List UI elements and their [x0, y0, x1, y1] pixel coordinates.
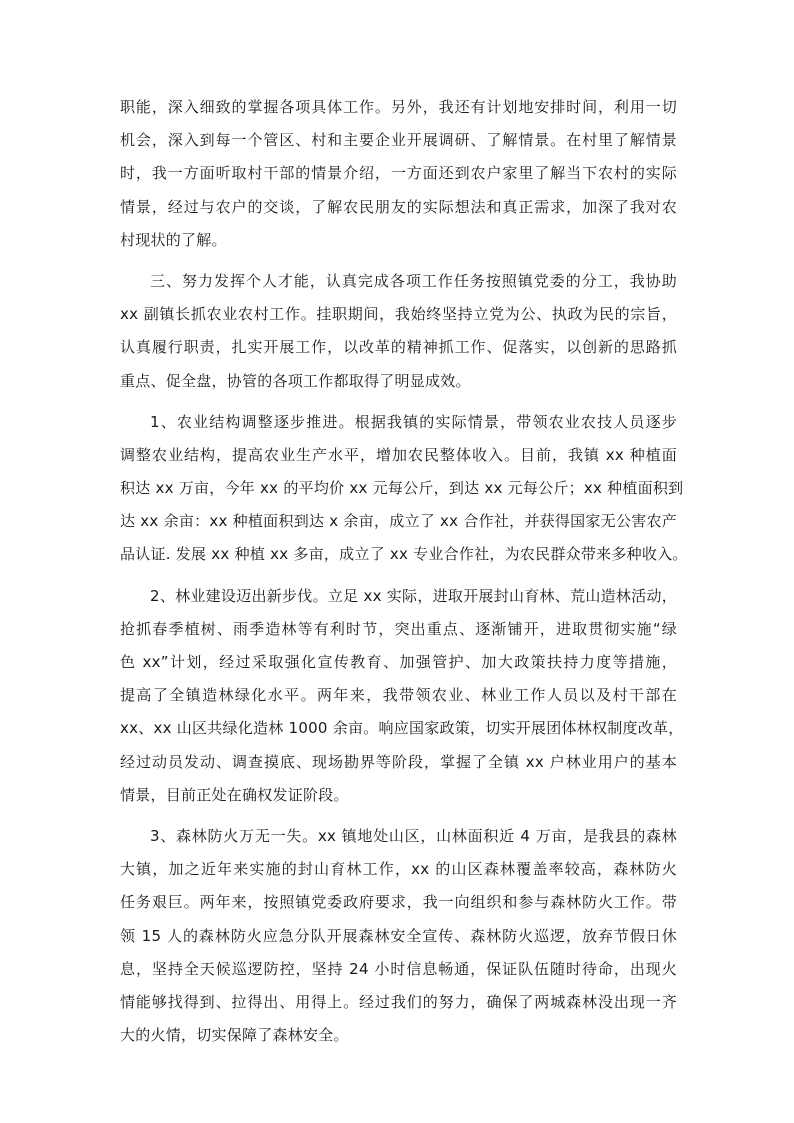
text-line: 情景，目前正处在确权发证阶段。 [120, 785, 349, 804]
text-line: 领 15 人的森林防火应急分队开展森林安全宣传、森林防火巡逻，放弃节假日休 [120, 926, 677, 945]
paragraph-spacer [120, 812, 677, 820]
text-line: 息，坚持全天候巡逻防控，坚持 24 小时信息畅通，保证队伍随时待命，出现火 [120, 959, 677, 978]
paragraph-2 [120, 265, 677, 398]
text-line: 大镇，加之近年来实施的封山育林工作，xx 的山区森林覆盖率较高，森林防火 [120, 860, 677, 879]
text-line: 2、林业建设迈出新步伐。立足 xx 实际，进取开展封山育林、荒山造林活动， [150, 586, 677, 605]
text-line: 情景，经过与农户的交谈，了解农民朋友的实际想法和真正需求，加深了我对农 [120, 197, 677, 216]
text-line: 时，我一方面听取村干部的情景介绍，一方面还到农户家里了解当下农村的实际 [120, 164, 677, 183]
text-line: 提高了全镇造林绿化水平。两年来，我带领农业、林业工作人员以及村干部在 [120, 686, 677, 705]
text-line: 调整农业结构，提高农业生产水平，增加农民整体收入。目前，我镇 xx 种植面 [120, 445, 677, 464]
paragraph-3 [120, 406, 688, 572]
text-line: 品认证. 发展 xx 种植 xx 多亩，成立了 xx 专业合作社，为农民群众带来多种收入。 [120, 545, 688, 564]
text-line: 情能够找得到、拉得出、用得上。经过我们的努力，确保了两城森林没出现一齐 [120, 992, 677, 1011]
text-line: 三、努力发挥个人才能，认真完成各项工作任务按照镇党委的分工，我协助 [150, 271, 677, 290]
text-line: 经过动员发动、调查摸底、现场勘界等阶段，掌握了全镇 xx 户林业用户的基本 [120, 752, 677, 771]
paragraph-4 [120, 580, 684, 812]
text-line: xx、xx 山区共绿化造林 1000 余亩。响应国家政策，切实开展团体林权制度改革， [120, 719, 684, 738]
text-line: 色 xx”计划，经过采取强化宣传教育、加强管护、加大政策扶持力度等措施， [120, 653, 677, 671]
paragraph-5 [120, 820, 677, 1052]
text-line: 达 xx 余亩：xx 种植面积到达 x 余亩，成立了 xx 合作社，并获得国家无公害农产 [120, 512, 677, 531]
text-line: 任务艰巨。两年来，按照镇党委政府要求，我一向组织和参与森林防火工作。带 [120, 893, 677, 912]
text-line: 机会，深入到每一个管区、村和主要企业开展调研、了解情景。在村里了解情景 [120, 131, 677, 150]
text-line: 职能，深入细致的掌握各项具体工作。另外，我还有计划地安排时间，利用一切 [120, 98, 677, 116]
paragraph-spacer [120, 572, 677, 580]
text-line: 认真履行职责，扎实开展工作，以改革的精神抓工作、促落实，以创新的思路抓 [120, 338, 677, 357]
text-line: 大的火情，切实保障了森林安全。 [120, 1026, 349, 1045]
text-line: 抢抓春季植树、雨季造林等有利时节，突出重点、逐渐铺开，进取贯彻实施“绿 [120, 619, 677, 638]
text-line: 1、农业结构调整逐步推进。根据我镇的实际情景，带领农业农技人员逐步 [150, 412, 677, 431]
text-line: 3、森林防火万无一失。xx 镇地处山区，山林面积近 4 万亩，是我县的森林 [150, 826, 677, 845]
paragraph-spacer [120, 257, 677, 265]
text-line: xx 副镇长抓农业农村工作。挂职期间，我始终坚持立党为公、执政为民的宗旨， [120, 305, 677, 324]
document-body [120, 91, 688, 1052]
text-line: 积达 xx 万亩，今年 xx 的平均价 xx 元每公斤，到达 xx 元每公斤；xx 种植面积到 [120, 479, 684, 498]
text-line: 村现状的了解。 [120, 230, 227, 249]
paragraph-spacer [120, 398, 677, 406]
text-line: 重点、促全盘，协管的各项工作都取得了明显成效。 [120, 371, 471, 390]
paragraph-1 [120, 91, 677, 257]
